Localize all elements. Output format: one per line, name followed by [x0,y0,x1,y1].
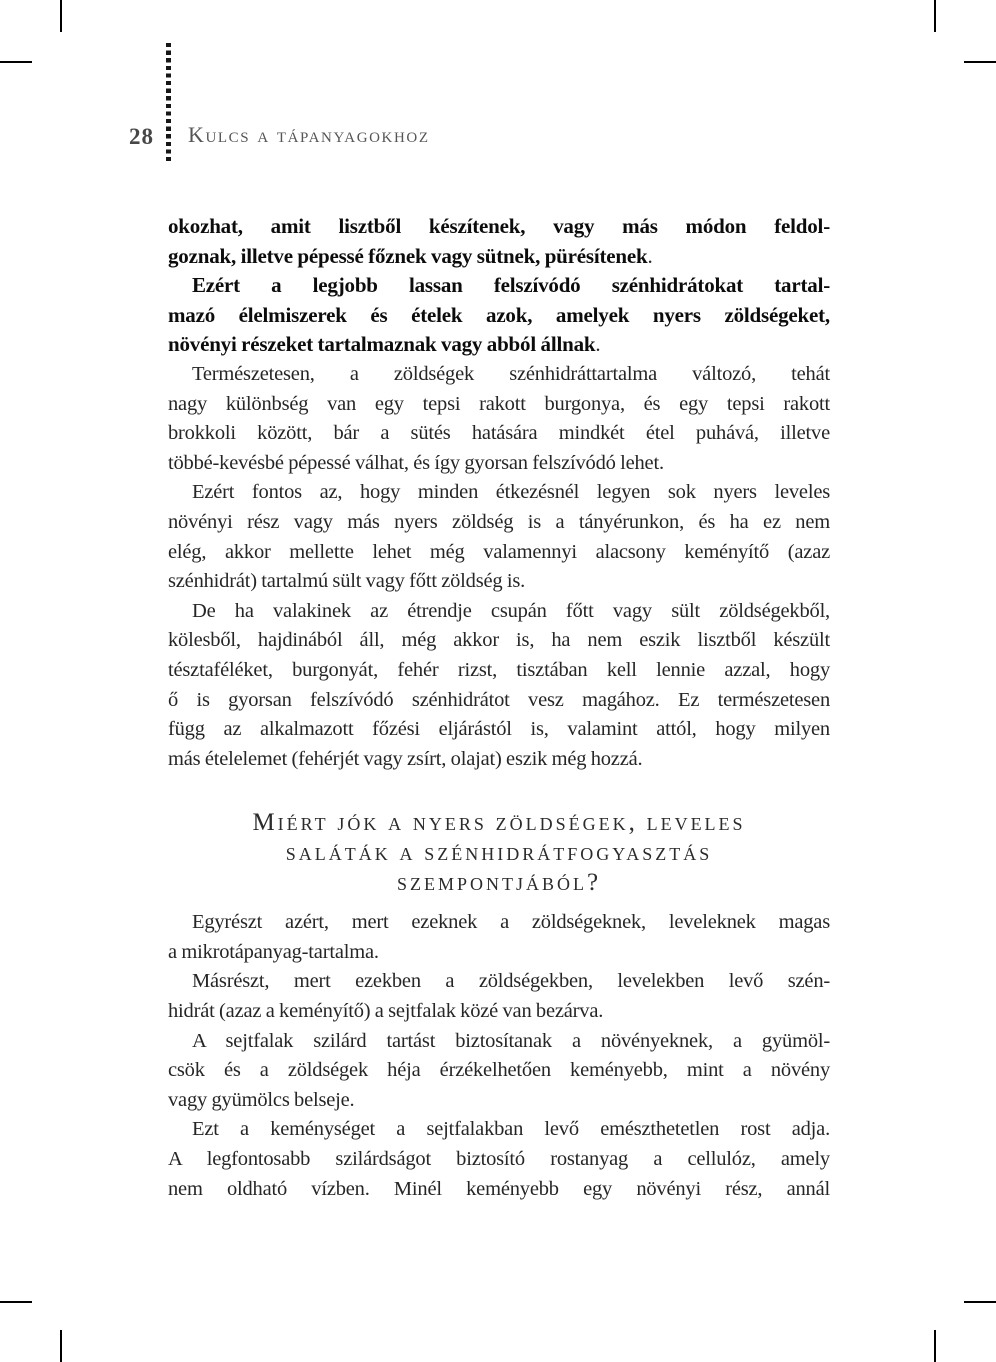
crop-mark-bottom-left-horizontal [0,1301,32,1303]
text-line: szénhidrát) tartalmú sült vagy főtt zöldség is. [168,570,526,593]
text-line: De ha valakinek az étrendje csupán főtt vagy sült zöldségekből, [192,599,830,622]
crop-mark-bottom-right-vertical [934,1330,936,1362]
running-head: Kulcs a tápanyagokhoz [188,122,430,147]
text-line-bold-part: növényi részeket tartalmaznak vagy abból állnak [168,332,596,357]
text-line: A sejtfalak szilárd tartást biztosítanak a növényeknek, a gyümöl- [192,1029,830,1052]
text-line: A legfontosabb szilárdságot biztosító rostanyag a cellulóz, amely [168,1148,830,1171]
sentence-period: . [647,243,653,268]
paragraph [168,360,830,478]
text-line: növényi rész vagy más nyers zöldség is a tányérunkon, és ha ez nem [168,510,830,533]
paragraph [168,1027,830,1116]
crop-mark-top-right-horizontal [964,61,996,63]
text-line: ő is gyorsan felszívódó szénhidrátot vesz magához. Ez természetesen [168,688,830,711]
paragraph [168,478,830,596]
text-line: Ezért fontos az, hogy minden étkezésnél legyen sok nyers leveles [192,481,830,504]
text-line-bold-part: goznak, illetve pépessé főznek vagy sütnek, pürésítenek [168,243,648,268]
crop-mark-top-left-horizontal [0,61,32,63]
text-line: a mikrotápanyag-tartalma. [168,940,379,963]
body-text-column [168,212,830,1204]
text-line: Ezt a keménységet a sejtfalakban levő emészthetetlen rost adja. [192,1118,830,1141]
heading-line: saláták a szénhidrátfogyasztás [285,839,713,867]
text-line: nem oldható vízben. Minél keményebb egy növényi rész, annál [168,1177,830,1200]
text-line [168,242,830,272]
dotted-rule [166,43,171,164]
page-number: 28 [129,124,154,149]
section-heading [168,808,830,898]
text-line: kölesből, hajdinából áll, még akkor is, ha nem eszik lisztből készült [168,629,830,652]
text-line: többé-kevésbé pépessé válhat, és így gyorsan felszívódó lehet. [168,451,664,474]
text-line: más ételelemet (fehérjét vagy zsírt, olajat) eszik még hozzá. [168,747,643,770]
crop-mark-bottom-left-vertical [60,1330,62,1362]
text-line: elég, akkor mellette lehet még valamennyi alacsony keményítő (azaz [168,540,830,563]
crop-mark-top-right-vertical [934,0,936,32]
paragraph-continuation-bold [168,212,830,271]
paragraph-bold [168,271,830,360]
text-line: brokkoli között, bár a sütés hatására mindkét étel puhává, illetve [168,422,830,445]
crop-mark-top-left-vertical [60,0,62,32]
paragraph [168,908,830,967]
text-line: okozhat, amit lisztből készítenek, vagy más módon feldol- [168,214,830,238]
text-line: csök és a zöldségek héja érzékelhetően keményebb, mint a növény [168,1059,830,1082]
text-line: nagy különbség van egy tepsi rakott burgonya, és egy tepsi rakott [168,392,830,415]
text-line: Egyrészt azért, mert ezeknek a zöldségeknek, leveleknek magas [192,911,830,934]
text-line: Másrészt, mert ezekben a zöldségekben, levelekben levő szén- [192,970,830,993]
paragraph [168,597,830,775]
text-line: Természetesen, a zöldségek szénhidráttartalma változó, tehát [192,362,830,385]
sentence-period: . [595,332,601,357]
text-line: hidrát (azaz a keményítő) a sejtfalak közé van bezárva. [168,1000,604,1023]
heading-line: szempontjából? [396,869,602,897]
text-line: mazó élelmiszerek és ételek azok, amelyek nyers zöldségeket, [168,302,830,327]
crop-mark-bottom-right-horizontal [964,1301,996,1303]
paragraph-continues-next-page [168,1115,830,1204]
text-line: vagy gyümölcs belseje. [168,1088,355,1111]
text-line: Ezért a legjobb lassan felszívódó szénhidrátokat tartal- [192,273,830,298]
text-line [168,330,830,360]
text-line: tésztaféléket, burgonyát, fehér rizst, tisztában kell lennie azzal, hogy [168,658,830,681]
paragraph [168,967,830,1026]
heading-line: Miért jók a nyers zöldségek, leveles [252,809,746,837]
text-line: függ az alkalmazott főzési eljárástól is, valamint attól, hogy milyen [168,718,830,741]
